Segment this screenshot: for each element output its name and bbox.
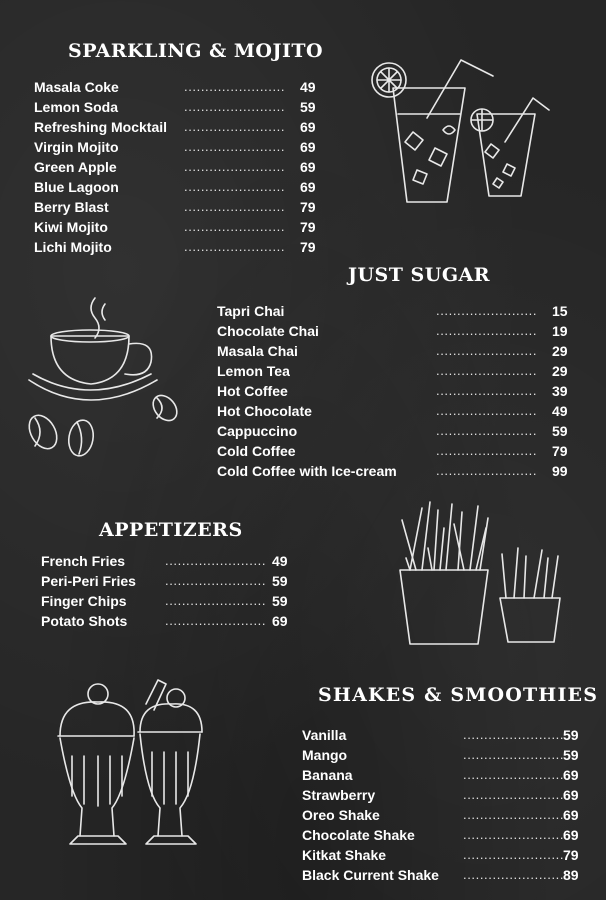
menu-item-price: 79 bbox=[300, 239, 316, 255]
menu-item-leader: ........................ bbox=[184, 99, 286, 114]
menu-item-name: Cold Coffee with Ice-cream bbox=[217, 463, 397, 479]
menu-item-leader: ........................ bbox=[436, 323, 538, 338]
menu-item-price: 79 bbox=[300, 199, 316, 215]
menu-item-price: 69 bbox=[300, 179, 316, 195]
menu-item-price: 59 bbox=[272, 573, 288, 589]
menu-item-name: Lemon Tea bbox=[217, 363, 290, 379]
menu-item-leader: ........................ bbox=[463, 807, 565, 822]
menu-item-price: 69 bbox=[272, 613, 288, 629]
menu-item-leader: ........................ bbox=[463, 787, 565, 802]
menu-item-price: 69 bbox=[563, 787, 579, 803]
menu-item-price: 49 bbox=[552, 403, 568, 419]
menu-item-name: Finger Chips bbox=[41, 593, 127, 609]
menu-item-leader: ........................ bbox=[436, 423, 538, 438]
menu-item-leader: ........................ bbox=[436, 343, 538, 358]
menu-item-leader: ........................ bbox=[436, 303, 538, 318]
menu-item-price: 59 bbox=[300, 99, 316, 115]
menu-item-name: Masala Chai bbox=[217, 343, 298, 359]
menu-list-appetizers bbox=[41, 553, 301, 633]
menu-item-name: French Fries bbox=[41, 553, 126, 569]
menu-item-leader: ........................ bbox=[436, 363, 538, 378]
menu-item-leader: ........................ bbox=[436, 463, 538, 478]
menu-item-price: 69 bbox=[563, 827, 579, 843]
menu-item-leader: ........................ bbox=[184, 139, 286, 154]
menu-item-price: 49 bbox=[300, 79, 316, 95]
menu-item-name: Chocolate Shake bbox=[302, 827, 415, 843]
menu-item-price: 69 bbox=[300, 119, 316, 135]
menu-item-leader: ........................ bbox=[463, 867, 565, 882]
menu-item-leader: ........................ bbox=[436, 443, 538, 458]
menu-item-name: Mango bbox=[302, 747, 348, 763]
menu-item-leader: ........................ bbox=[463, 847, 565, 862]
menu-item-price: 69 bbox=[563, 767, 579, 783]
menu-list-shakes bbox=[302, 727, 592, 887]
menu-item-name: Virgin Mojito bbox=[34, 139, 119, 155]
menu-item-price: 59 bbox=[563, 727, 579, 743]
menu-item-price: 79 bbox=[552, 443, 568, 459]
menu-item-price: 79 bbox=[300, 219, 316, 235]
menu-item-leader: ........................ bbox=[184, 219, 286, 234]
menu-item-leader: ........................ bbox=[165, 553, 267, 568]
menu-item-name: Kiwi Mojito bbox=[34, 219, 108, 235]
menu-item-price: 69 bbox=[563, 807, 579, 823]
menu-item-leader: ........................ bbox=[165, 593, 267, 608]
menu-item-name: Green Apple bbox=[34, 159, 117, 175]
menu-item-leader: ........................ bbox=[184, 159, 286, 174]
menu-item-name: Chocolate Chai bbox=[217, 323, 319, 339]
menu-item-name: Berry Blast bbox=[34, 199, 109, 215]
section-title-sugar: JUST SUGAR bbox=[348, 264, 491, 286]
menu-item-price: 29 bbox=[552, 343, 568, 359]
mojito-glasses-icon bbox=[365, 52, 565, 212]
menu-item-price: 15 bbox=[552, 303, 568, 319]
menu-item-leader: ........................ bbox=[184, 79, 286, 94]
menu-item-price: 49 bbox=[272, 553, 288, 569]
menu-item-leader: ........................ bbox=[463, 827, 565, 842]
menu-item-name: Masala Coke bbox=[34, 79, 119, 95]
menu-item-leader: ........................ bbox=[184, 199, 286, 214]
menu-item-leader: ........................ bbox=[165, 613, 267, 628]
menu-item-price: 99 bbox=[552, 463, 568, 479]
menu-item-price: 79 bbox=[563, 847, 579, 863]
menu-item-name: Potato Shots bbox=[41, 613, 128, 629]
menu-item-price: 59 bbox=[272, 593, 288, 609]
menu-item-price: 39 bbox=[552, 383, 568, 399]
menu-item-price: 89 bbox=[563, 867, 579, 883]
menu-item-name: Kitkat Shake bbox=[302, 847, 387, 863]
menu-item-leader: ........................ bbox=[165, 573, 267, 588]
menu-item-leader: ........................ bbox=[184, 179, 286, 194]
menu-item-name: Cappuccino bbox=[217, 423, 298, 439]
menu-item-name: Black Current Shake bbox=[302, 867, 439, 883]
menu-item-name: Lichi Mojito bbox=[34, 239, 112, 255]
menu-item-name: Refreshing Mocktail bbox=[34, 119, 168, 135]
menu-item-name: Banana bbox=[302, 767, 353, 783]
menu-item-price: 19 bbox=[552, 323, 568, 339]
milkshake-glasses-icon bbox=[50, 676, 220, 856]
menu-item-price: 59 bbox=[552, 423, 568, 439]
menu-item-leader: ........................ bbox=[463, 767, 565, 782]
menu-item-leader: ........................ bbox=[436, 403, 538, 418]
menu-item-name: Blue Lagoon bbox=[34, 179, 119, 195]
section-title-shakes: SHAKES & SMOOTHIES bbox=[318, 684, 599, 706]
menu-item-name: Strawberry bbox=[302, 787, 376, 803]
menu-item-name: Hot Coffee bbox=[217, 383, 288, 399]
menu-item-name: Cold Coffee bbox=[217, 443, 296, 459]
menu-item-price: 69 bbox=[300, 159, 316, 175]
coffee-cup-icon bbox=[25, 290, 195, 460]
menu-item-name: Lemon Soda bbox=[34, 99, 119, 115]
menu-item-name: Peri-Peri Fries bbox=[41, 573, 136, 589]
menu-list-sugar bbox=[217, 303, 577, 483]
menu-item-leader: ........................ bbox=[184, 119, 286, 134]
menu-list-sparkling bbox=[34, 79, 324, 259]
section-title-appetizers: APPETIZERS bbox=[99, 519, 243, 541]
menu-item-price: 59 bbox=[563, 747, 579, 763]
menu-item-name: Vanilla bbox=[302, 727, 347, 743]
menu-item-price: 69 bbox=[300, 139, 316, 155]
menu-item-name: Hot Chocolate bbox=[217, 403, 312, 419]
menu-item-leader: ........................ bbox=[463, 747, 565, 762]
menu-item-leader: ........................ bbox=[436, 383, 538, 398]
menu-item-name: Tapri Chai bbox=[217, 303, 285, 319]
section-title-sparkling: SPARKLING & MOJITO bbox=[68, 40, 324, 62]
french-fries-icon bbox=[392, 498, 572, 648]
menu-item-leader: ........................ bbox=[184, 239, 286, 254]
menu-item-price: 29 bbox=[552, 363, 568, 379]
menu-item-name: Oreo Shake bbox=[302, 807, 380, 823]
menu-item-leader: ........................ bbox=[463, 727, 565, 742]
